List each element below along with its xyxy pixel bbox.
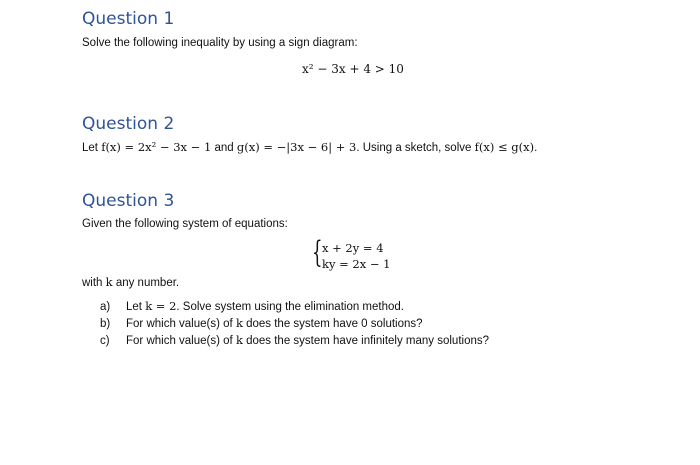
item-post: does the system have 0 solutions? xyxy=(242,318,423,330)
list-marker: a) xyxy=(100,301,111,313)
question-3-instruction: Given the following system of equations: xyxy=(82,218,288,230)
equation-2: ky = 2x − 1 xyxy=(322,257,391,271)
question-3-subparts xyxy=(100,299,489,350)
function-f-definition: f(x) = 2x² − 3x − 1 xyxy=(101,140,212,154)
with-post: any number. xyxy=(112,277,180,289)
item-post: does the system have infinitely many solutions? xyxy=(242,335,490,347)
question-2-target-inequality: f(x) ≤ g(x) xyxy=(474,140,535,154)
list-marker: c) xyxy=(100,335,110,347)
item-math: k = 2 xyxy=(145,299,177,313)
question-2-let: Let xyxy=(82,142,102,154)
function-g-definition: g(x) = −|3x − 6| + 3 xyxy=(236,140,357,154)
with-var: k xyxy=(105,275,113,289)
equation-1: x + 2y = 4 xyxy=(322,241,384,255)
question-1-instruction: Solve the following inequality by using a sign diagram: xyxy=(82,37,358,49)
list-item xyxy=(100,299,489,316)
item-post: . Solve system using the elimination method. xyxy=(176,301,404,313)
question-2-statement xyxy=(82,140,537,154)
question-3-heading: Question 3 xyxy=(82,191,175,211)
left-brace: { xyxy=(312,235,323,270)
item-pre: For which value(s) of xyxy=(126,335,236,347)
question-2-heading: Question 2 xyxy=(82,114,175,134)
item-math: k xyxy=(235,316,243,330)
question-3-with-k xyxy=(82,275,179,289)
question-2-and: and xyxy=(211,142,237,154)
item-pre: Let xyxy=(126,301,146,313)
question-2-end: . xyxy=(534,142,538,154)
with-pre: with xyxy=(82,277,106,289)
item-math: k xyxy=(235,333,243,347)
question-1-heading: Question 1 xyxy=(82,9,175,29)
question-2-mid: . Using a sketch, solve xyxy=(356,142,475,154)
list-marker: b) xyxy=(100,318,111,330)
question-1-inequality: x² − 3x + 4 > 10 xyxy=(302,62,404,76)
item-pre: For which value(s) of xyxy=(126,318,236,330)
list-item xyxy=(100,316,489,333)
list-item xyxy=(100,333,489,350)
